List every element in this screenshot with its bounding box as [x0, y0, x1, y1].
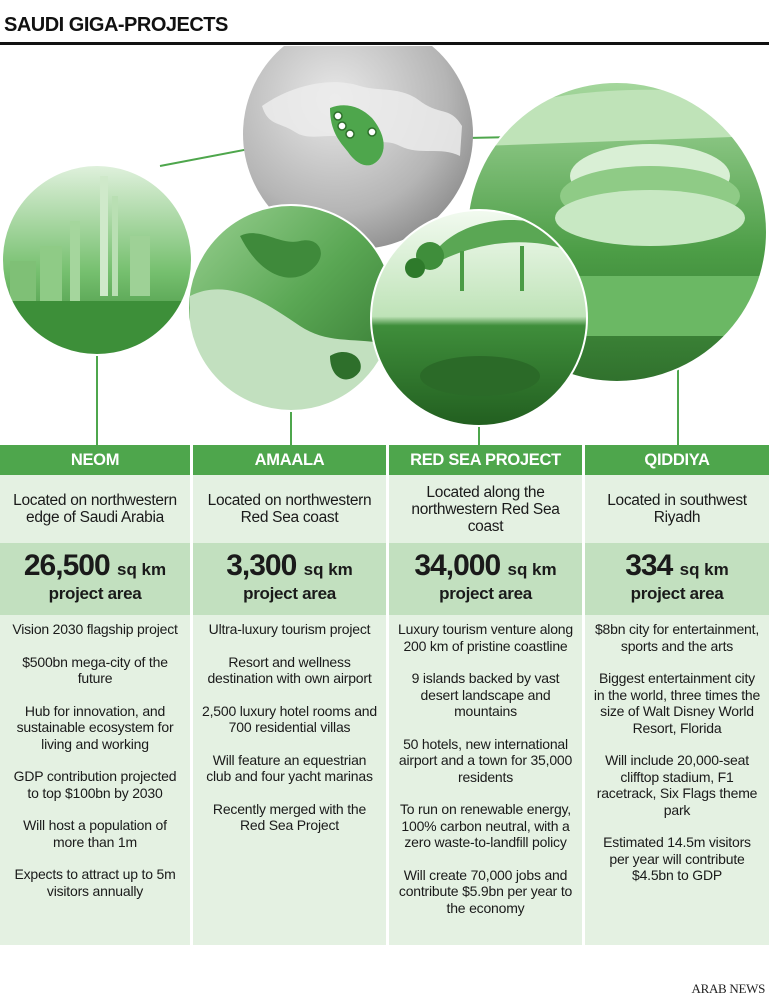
fact-item: Estimated 14.5m visitors per year will contribute $4.5bn to GDP — [603, 834, 751, 883]
area-label: project area — [439, 584, 532, 603]
location-text: Located on northwestern edge of Saudi Arabia — [0, 475, 190, 543]
fact-item: Hub for innovation, and sustainable ecosystem for living and working — [16, 702, 174, 752]
location-text: Located on northwestern Red Sea coast — [193, 475, 386, 543]
fact-item: Will feature an equestrian club and four yacht marinas — [206, 751, 373, 784]
brand-logo: ARAB NEWS — [691, 981, 765, 996]
fact-item: 2,500 luxury hotel rooms and 700 residential villas — [202, 702, 377, 735]
area-label: project area — [48, 584, 142, 603]
fact-item: $8bn city for entertainment, sports and the arts — [594, 621, 760, 654]
column-header: NEOM — [0, 445, 190, 475]
fact-item: Luxury tourism venture along 200 km of pristine coastline — [398, 621, 573, 654]
area-value-line — [389, 549, 582, 583]
area-value: 3,300 — [226, 549, 297, 582]
fact-item: Biggest entertainment city in the world, three times the size of Walt Disney World Resort, Florida — [593, 670, 761, 736]
facts-list — [0, 615, 190, 945]
fact-item: Recently merged with the Red Sea Project — [212, 800, 367, 833]
fact-item: Expects to attract up to 5m visitors annually — [14, 866, 176, 899]
illustration — [0, 46, 769, 446]
fact-item: 50 hotels, new international airport and a town for 35,000 residents — [398, 735, 573, 785]
neom-photo-circle — [0, 156, 200, 366]
area-value: 34,000 — [414, 549, 501, 582]
title-bar — [0, 0, 769, 46]
column-qiddiya — [585, 445, 769, 1000]
area-label: project area — [630, 584, 724, 603]
fact-item: Ultra-luxury tourism project — [208, 621, 371, 637]
column-amaala — [193, 445, 386, 1000]
column-header: QIDDIYA — [585, 445, 769, 475]
area-band — [193, 543, 386, 615]
fact-item: GDP contribution projected to top $100bn by 2030 — [13, 768, 177, 801]
fact-item: $500bn mega-city of the future — [22, 653, 168, 686]
location-text: Located in southwest Riyadh — [585, 475, 769, 543]
fact-item: Will create 70,000 jobs and contribute $5.9bn per year to the economy — [398, 866, 573, 916]
column-header: AMAALA — [193, 445, 386, 475]
area-value: 334 — [625, 549, 673, 582]
fact-item: Resort and wellness destination with own airport — [207, 653, 372, 686]
title-rule — [0, 42, 769, 45]
area-unit: sq km — [679, 560, 729, 579]
area-band — [0, 543, 190, 615]
fact-item: Will host a population of more than 1m — [23, 817, 167, 850]
area-value: 26,500 — [23, 549, 110, 582]
area-band — [389, 543, 582, 615]
facts-list — [193, 615, 386, 945]
area-value-line — [585, 549, 769, 583]
area-band — [585, 543, 769, 615]
fact-item: Will include 20,000-seat clifftop stadium, F1 racetrack, Six Flags theme park — [596, 752, 758, 818]
page-title: SAUDI GIGA-PROJECTS — [4, 14, 228, 36]
area-value-line — [193, 549, 386, 583]
column-red-sea-project — [389, 445, 582, 1000]
fact-item: 9 islands backed by vast desert landscape and mountains — [411, 670, 560, 719]
column-neom — [0, 445, 190, 1000]
area-unit: sq km — [116, 560, 167, 579]
facts-list — [389, 615, 582, 945]
area-unit: sq km — [303, 560, 353, 579]
fact-item: To run on renewable energy, 100% carbon neutral, with a zero waste-to-landfill policy — [399, 801, 571, 850]
area-value-line — [0, 549, 190, 583]
fact-item: Vision 2030 flagship project — [12, 621, 178, 637]
location-text: Located along the northwestern Red Sea coast — [389, 475, 582, 543]
facts-list — [585, 615, 769, 945]
column-header: RED SEA PROJECT — [389, 445, 582, 475]
area-label: project area — [243, 584, 336, 603]
area-unit: sq km — [507, 560, 557, 579]
